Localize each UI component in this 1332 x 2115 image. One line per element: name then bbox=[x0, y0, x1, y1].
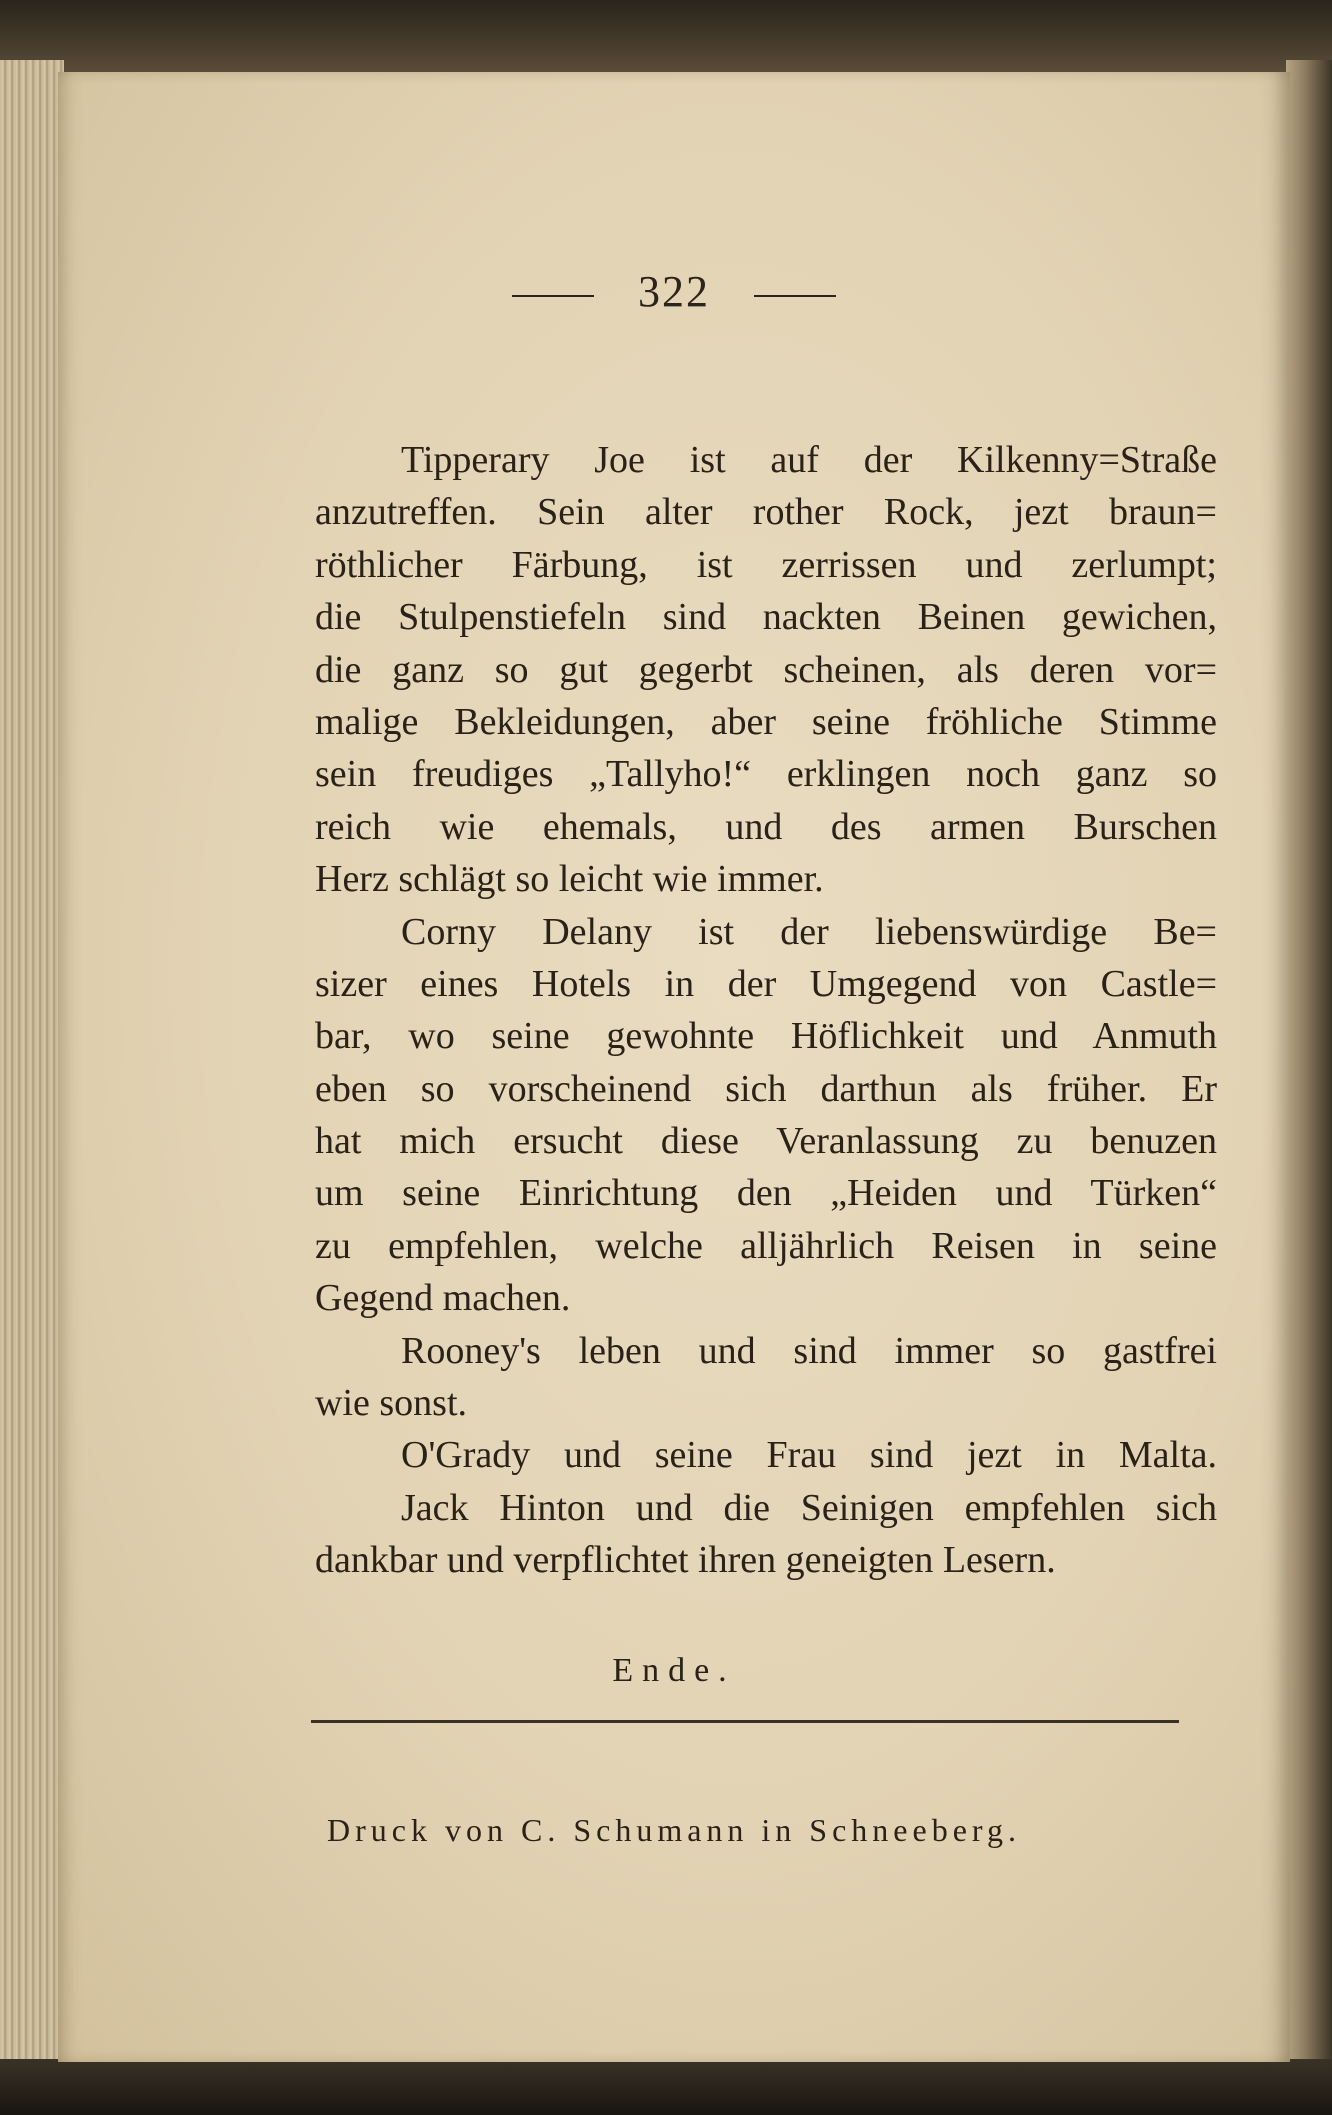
text-line: Gegend machen. bbox=[315, 1277, 571, 1320]
text-line: Jack Hinton und die Seinigen empfehlen sich bbox=[401, 1486, 1217, 1529]
page-stack-left bbox=[0, 60, 64, 2070]
page-number-header bbox=[58, 266, 1290, 317]
text-line: Rooney's leben und sind immer so gastfrei bbox=[401, 1329, 1217, 1372]
text-line: um seine Einrichtung den „Heiden und Türken“ bbox=[315, 1172, 1217, 1215]
header-dash-left bbox=[512, 295, 594, 297]
text-line: röthlicher Färbung, ist zerrissen und zerlumpt; bbox=[315, 543, 1217, 586]
page-stack-right bbox=[1286, 60, 1332, 2070]
text-line: die Stulpenstiefeln sind nackten Beinen gewichen, bbox=[315, 596, 1217, 639]
book-page bbox=[58, 72, 1290, 2062]
text-line: Tipperary Joe ist auf der Kilkenny=Straße bbox=[401, 439, 1217, 481]
end-mark: Ende. bbox=[612, 1652, 736, 1689]
book-bottom-edge bbox=[0, 2059, 1332, 2115]
text-line: eben so vorscheinend sich darthun als früher. Er bbox=[315, 1067, 1217, 1110]
text-line: dankbar und verpflichtet ihren geneigten Lesern. bbox=[315, 1539, 1056, 1582]
imprint-rule bbox=[311, 1720, 1179, 1723]
text-line: hat mich ersucht diese Veranlassung zu benuzen bbox=[315, 1120, 1217, 1163]
printer-imprint: Druck von C. Schumann in Schneeberg. bbox=[327, 1812, 1021, 1848]
text-line: die ganz so gut gegerbt scheinen, als deren vor= bbox=[315, 648, 1217, 691]
book-top-edge bbox=[0, 0, 1332, 72]
text-line: anzutreffen. Sein alter rother Rock, jezt braun= bbox=[315, 491, 1217, 534]
header-dash-right bbox=[754, 295, 836, 297]
text-line: Herz schlägt so leicht wie immer. bbox=[315, 858, 824, 901]
text-line: zu empfehlen, welche alljährlich Reisen in seine bbox=[315, 1224, 1217, 1267]
text-line: Corny Delany ist der liebenswürdige Be= bbox=[401, 910, 1217, 953]
page-number: 322 bbox=[638, 267, 710, 316]
text-line: bar, wo seine gewohnte Höflichkeit und Anmuth bbox=[315, 1015, 1217, 1058]
text-line: wie sonst. bbox=[315, 1382, 467, 1425]
text-line: O'Grady und seine Frau sind jezt in Malta. bbox=[401, 1434, 1217, 1477]
text-line: sein freudiges „Tallyho!“ erklingen noch ganz so bbox=[315, 753, 1217, 796]
text-line: sizer eines Hotels in der Umgegend von Castle= bbox=[315, 962, 1217, 1005]
body-text bbox=[315, 434, 1217, 1587]
text-line: reich wie ehemals, und des armen Burschen bbox=[315, 805, 1217, 848]
text-line: malige Bekleidungen, aber seine fröhliche Stimme bbox=[315, 700, 1217, 743]
